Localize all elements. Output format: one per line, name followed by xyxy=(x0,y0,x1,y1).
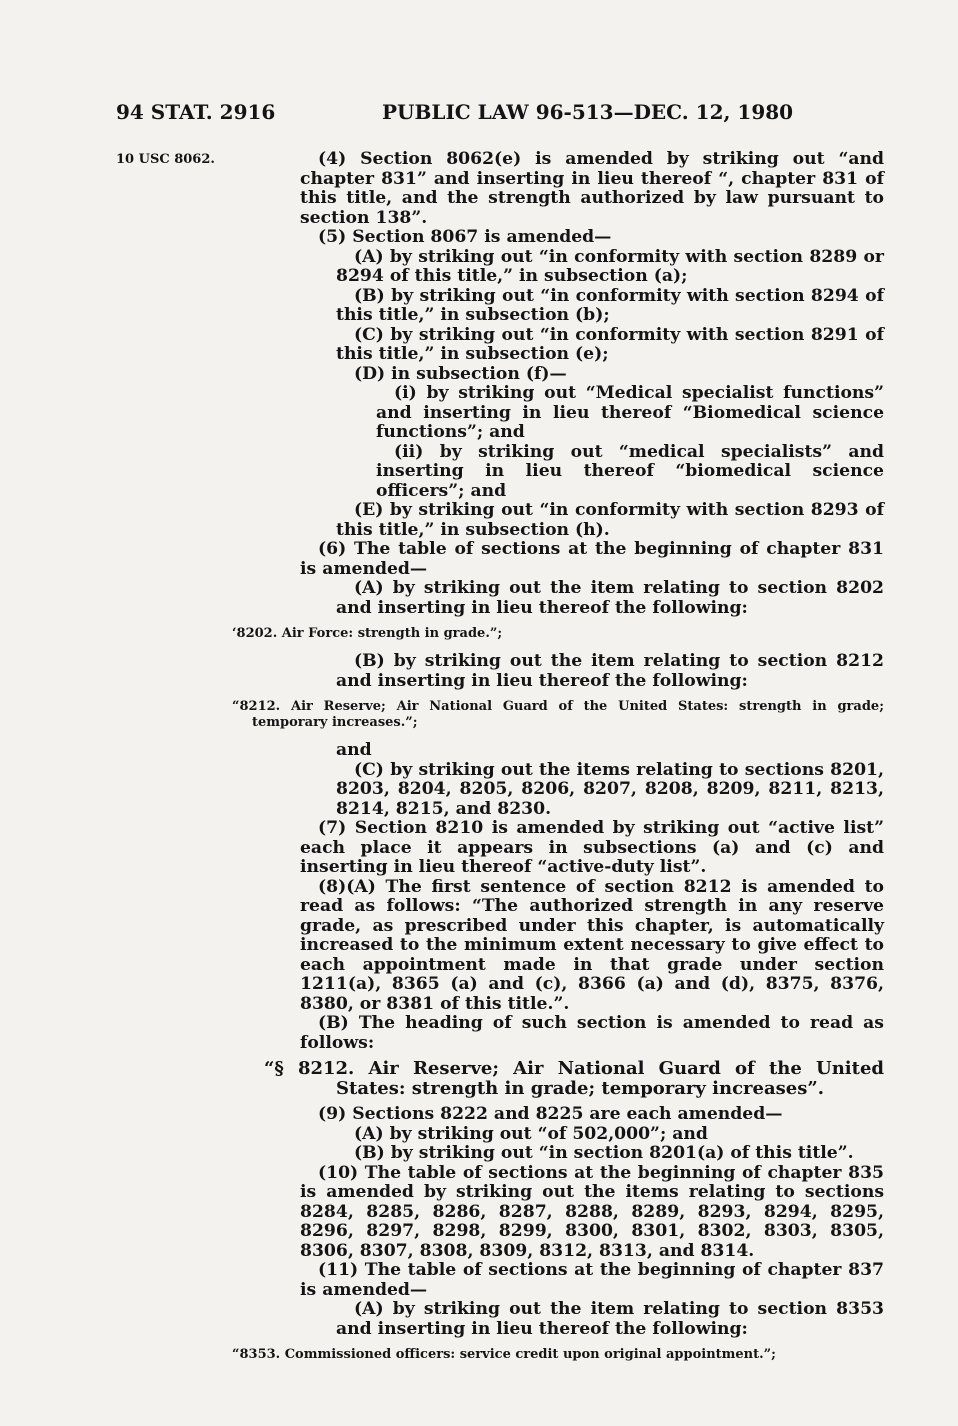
paragraph-5d-ii: (ii) by striking out “medical specialists” and inserting in lieu thereof “biomedical science officers”; and xyxy=(376,441,884,501)
paragraph-6c: (C) by striking out the items relating to sections 8201, 8203, 8204, 8205, 8206, 8207, 8208, 8209, 8211, 8213, 8214, 8215, and 8230. xyxy=(336,759,884,819)
paragraph-7: (7) Section 8210 is amended by striking out “active list” each place it appears in subsections (a) and (c) and inserting in lieu thereof “active-duty list”. xyxy=(300,818,884,877)
paragraph-11: (11) The table of sections at the beginning of chapter 837 is amended— xyxy=(300,1260,884,1300)
paragraph-5c: (C) by striking out “in conformity with section 8291 of this title,” in subsection (e); xyxy=(336,324,884,364)
document-body xyxy=(232,149,884,1373)
public-law-title: PUBLIC LAW 96-513—DEC. 12, 1980 xyxy=(382,100,794,124)
paragraph-5d-i: (i) by striking out “Medical specialist functions” and inserting in lieu thereof “Biomedical science functions”; and xyxy=(376,383,884,442)
paragraph-5a: (A) by striking out “in conformity with section 8289 or 8294 of this title,” in subsection (a); xyxy=(336,246,884,286)
paragraph-9: (9) Sections 8222 and 8225 are each amended— xyxy=(318,1104,783,1124)
paragraph-6: (6) The table of sections at the beginning of chapter 831 is amended— xyxy=(300,539,884,579)
conjunction-and: and xyxy=(336,740,372,760)
paragraph-9b: (B) by striking out “in section 8201(a) of this title”. xyxy=(354,1143,854,1163)
paragraph-10: (10) The table of sections at the beginning of chapter 835 is amended by striking out the items relating to sections 8284, 8285, 8286, 8287, 8288, 8289, 8293, 8294, 8295, 8296, 8297, 8298, 8299, 8300, 8301, 8302, 8303, 8305, 8306, 8307, 8308, 8309, 8312, 8313, and 8314. xyxy=(300,1162,884,1261)
paragraph-6b: (B) by striking out the item relating to section 8212 and inserting in lieu thereof the following: xyxy=(336,651,884,691)
paragraph-9a: (A) by striking out “of 502,000”; and xyxy=(354,1123,708,1144)
table-item-8212: “8212. Air Reserve; Air National Guard of the United States: strength in grade; temporary increases.”; xyxy=(232,699,884,730)
paragraph-11a: (A) by striking out the item relating to section 8353 and inserting in lieu thereof the following: xyxy=(336,1299,884,1339)
statute-page-number: 94 STAT. 2916 xyxy=(116,100,276,124)
paragraph-5d: (D) in subsection (f)— xyxy=(354,363,567,384)
section-8212-heading: “§ 8212. Air Reserve; Air National Guard of the United States: strength in grade; temporary increases”. xyxy=(264,1058,884,1099)
margin-citation: 10 USC 8062. xyxy=(116,152,215,167)
table-item-8353: “8353. Commissioned officers: service credit upon original appointment.”; xyxy=(232,1347,776,1362)
paragraph-8b: (B) The heading of such section is amended to read as follows: xyxy=(300,1013,884,1053)
paragraph-8a: (8)(A) The first sentence of section 8212 is amended to read as follows: “The authorized strength in any reserve grade, as prescribed under this chapter, is automatically increased to the minimum extent necessary to give effect to each appointment made in that grade under section 1211(a), 8365 (a) and (c), 8366 (a) and (d), 8375, 8376, 8380, or 8381 of this title.”. xyxy=(300,876,884,1014)
paragraph-4: (4) Section 8062(e) is amended by striking out “and chapter 831” and inserting in lieu thereof “, chapter 831 of this title, and the strength authorized by law pursuant to section 138”. xyxy=(300,149,884,228)
table-item-8202: ‘8202. Air Force: strength in grade.”; xyxy=(232,626,503,641)
paragraph-5: (5) Section 8067 is amended— xyxy=(318,227,612,247)
paragraph-5e: (E) by striking out “in conformity with section 8293 of this title,” in subsection (h). xyxy=(336,500,884,540)
paragraph-6a: (A) by striking out the item relating to section 8202 and inserting in lieu thereof the following: xyxy=(336,578,884,618)
paragraph-5b: (B) by striking out “in conformity with section 8294 of this title,” in subsection (b); xyxy=(336,285,884,325)
